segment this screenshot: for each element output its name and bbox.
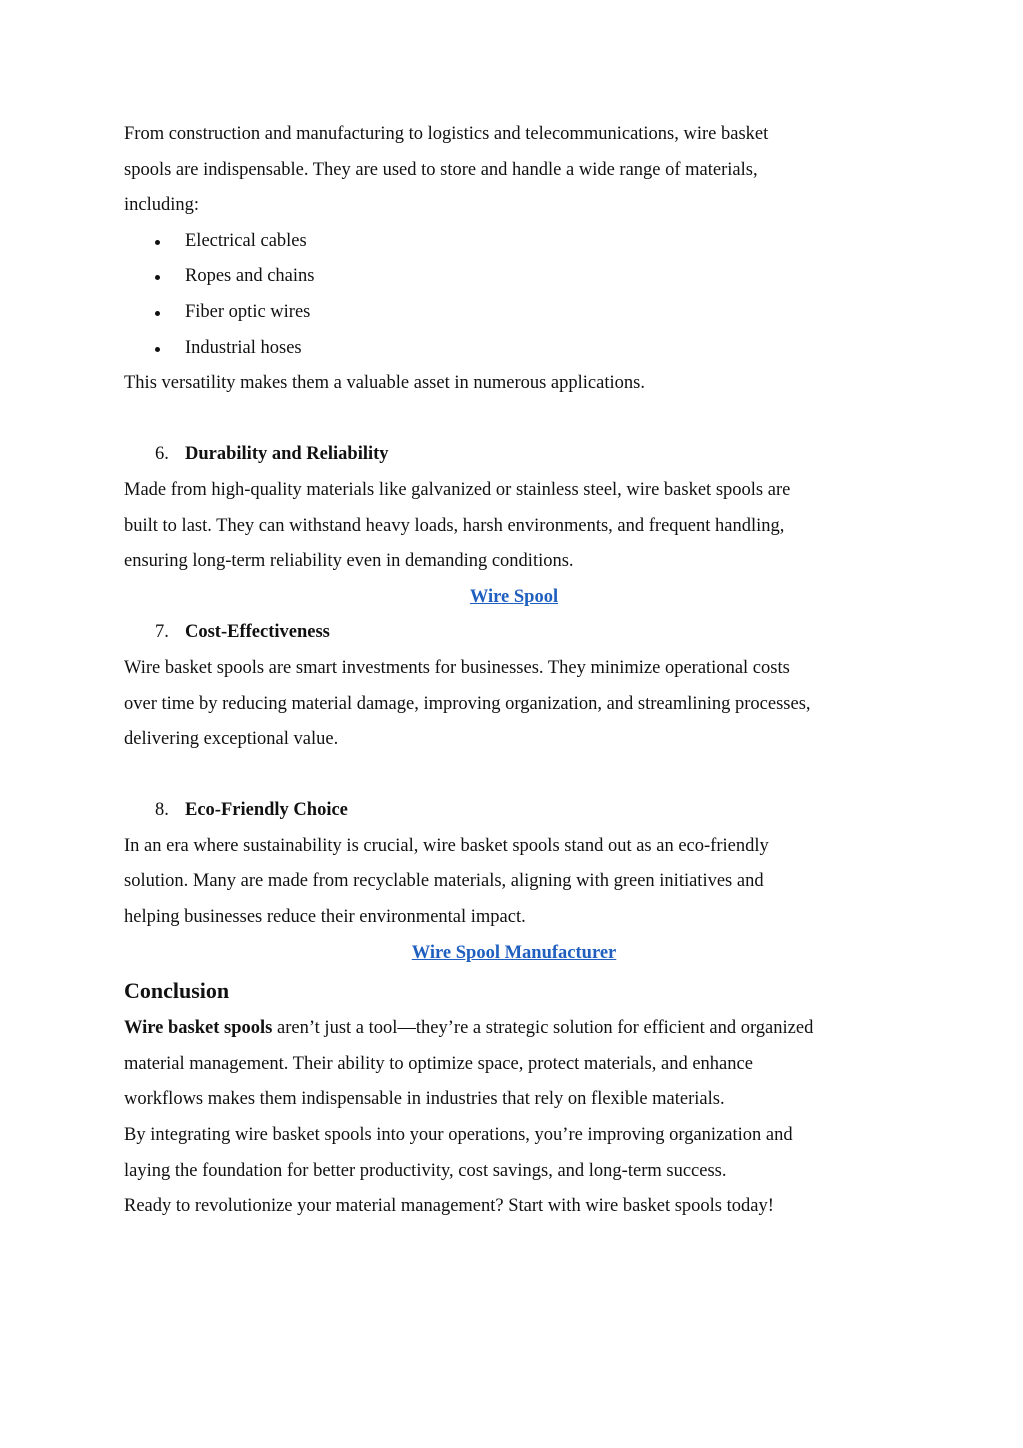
section-heading-eco — [124, 793, 904, 829]
section-heading-text: Durability and Reliability — [185, 444, 389, 465]
section-heading-durability — [124, 437, 904, 473]
wire-spool-manufacturer-link-row — [124, 936, 904, 972]
section-heading-text: Eco-Friendly Choice — [185, 800, 348, 821]
bullet-icon — [155, 275, 160, 280]
conclusion-line-2: material management. Their ability to optimize space, protect materials, and enhance — [124, 1053, 753, 1074]
list-item-text: Industrial hoses — [185, 337, 302, 358]
conclusion-line-5: laying the foundation for better productivity, cost savings, and long-term success. — [124, 1160, 727, 1181]
materials-list — [124, 224, 904, 366]
conclusion-title: Conclusion — [124, 978, 230, 1004]
list-item — [124, 331, 904, 367]
section-line: In an era where sustainability is crucial, wire basket spools stand out as an eco-friendly — [124, 835, 769, 856]
versatility-text: This versatility makes them a valuable asset in numerous applications. — [124, 373, 645, 394]
list-item — [124, 295, 904, 331]
conclusion-line-1 — [124, 1011, 904, 1047]
wire-spool-link-row — [124, 580, 904, 616]
list-item — [124, 259, 904, 295]
list-item-text: Electrical cables — [185, 230, 307, 251]
spacer — [124, 758, 904, 794]
section-number: 6. — [155, 444, 169, 465]
wire-spool-manufacturer-link[interactable]: Wire Spool Manufacturer — [411, 942, 617, 963]
section-line: ensuring long-term reliability even in demanding conditions. — [124, 551, 574, 572]
bullet-icon — [155, 240, 160, 245]
section-number: 7. — [155, 622, 169, 643]
intro-line-3: including: — [124, 195, 200, 216]
conclusion-line-1-rest: aren’t just a tool—they’re a strategic solution for efficient and organized — [272, 1018, 814, 1039]
conclusion-line-4: By integrating wire basket spools into your operations, you’re improving organization and — [124, 1125, 793, 1146]
section-line: Made from high-quality materials like galvanized or stainless steel, wire basket spools are — [124, 479, 791, 500]
intro-line-2: spools are indispensable. They are used to store and handle a wide range of materials, — [124, 159, 758, 180]
section-line: helping businesses reduce their environmental impact. — [124, 907, 526, 928]
conclusion-line-3: workflows makes them indispensable in industries that rely on flexible materials. — [124, 1089, 725, 1110]
section-line: over time by reducing material damage, improving organization, and streamlining processes, — [124, 693, 811, 714]
list-item — [124, 224, 904, 260]
section-number: 8. — [155, 800, 169, 821]
conclusion-bold-lead: Wire basket spools — [124, 1018, 273, 1039]
wire-spool-link[interactable]: Wire Spool — [469, 586, 559, 607]
section-heading-text: Cost-Effectiveness — [185, 622, 330, 643]
section-line: solution. Many are made from recyclable materials, aligning with green initiatives and — [124, 871, 764, 892]
intro-line-1: From construction and manufacturing to logistics and telecommunications, wire basket — [124, 124, 769, 144]
list-item-text: Fiber optic wires — [185, 301, 311, 322]
section-heading-cost — [124, 615, 904, 651]
list-item-text: Ropes and chains — [185, 266, 315, 287]
document-page — [124, 117, 904, 1225]
conclusion-line-6: Ready to revolutionize your material management? Start with wire basket spools today! — [124, 1196, 774, 1217]
section-line: Wire basket spools are smart investments for businesses. They minimize operational costs — [124, 657, 790, 678]
bullet-icon — [155, 347, 160, 352]
section-line: delivering exceptional value. — [124, 729, 339, 750]
bullet-icon — [155, 311, 160, 316]
spacer — [124, 402, 904, 438]
section-line: built to last. They can withstand heavy loads, harsh environments, and frequent handling, — [124, 515, 785, 536]
